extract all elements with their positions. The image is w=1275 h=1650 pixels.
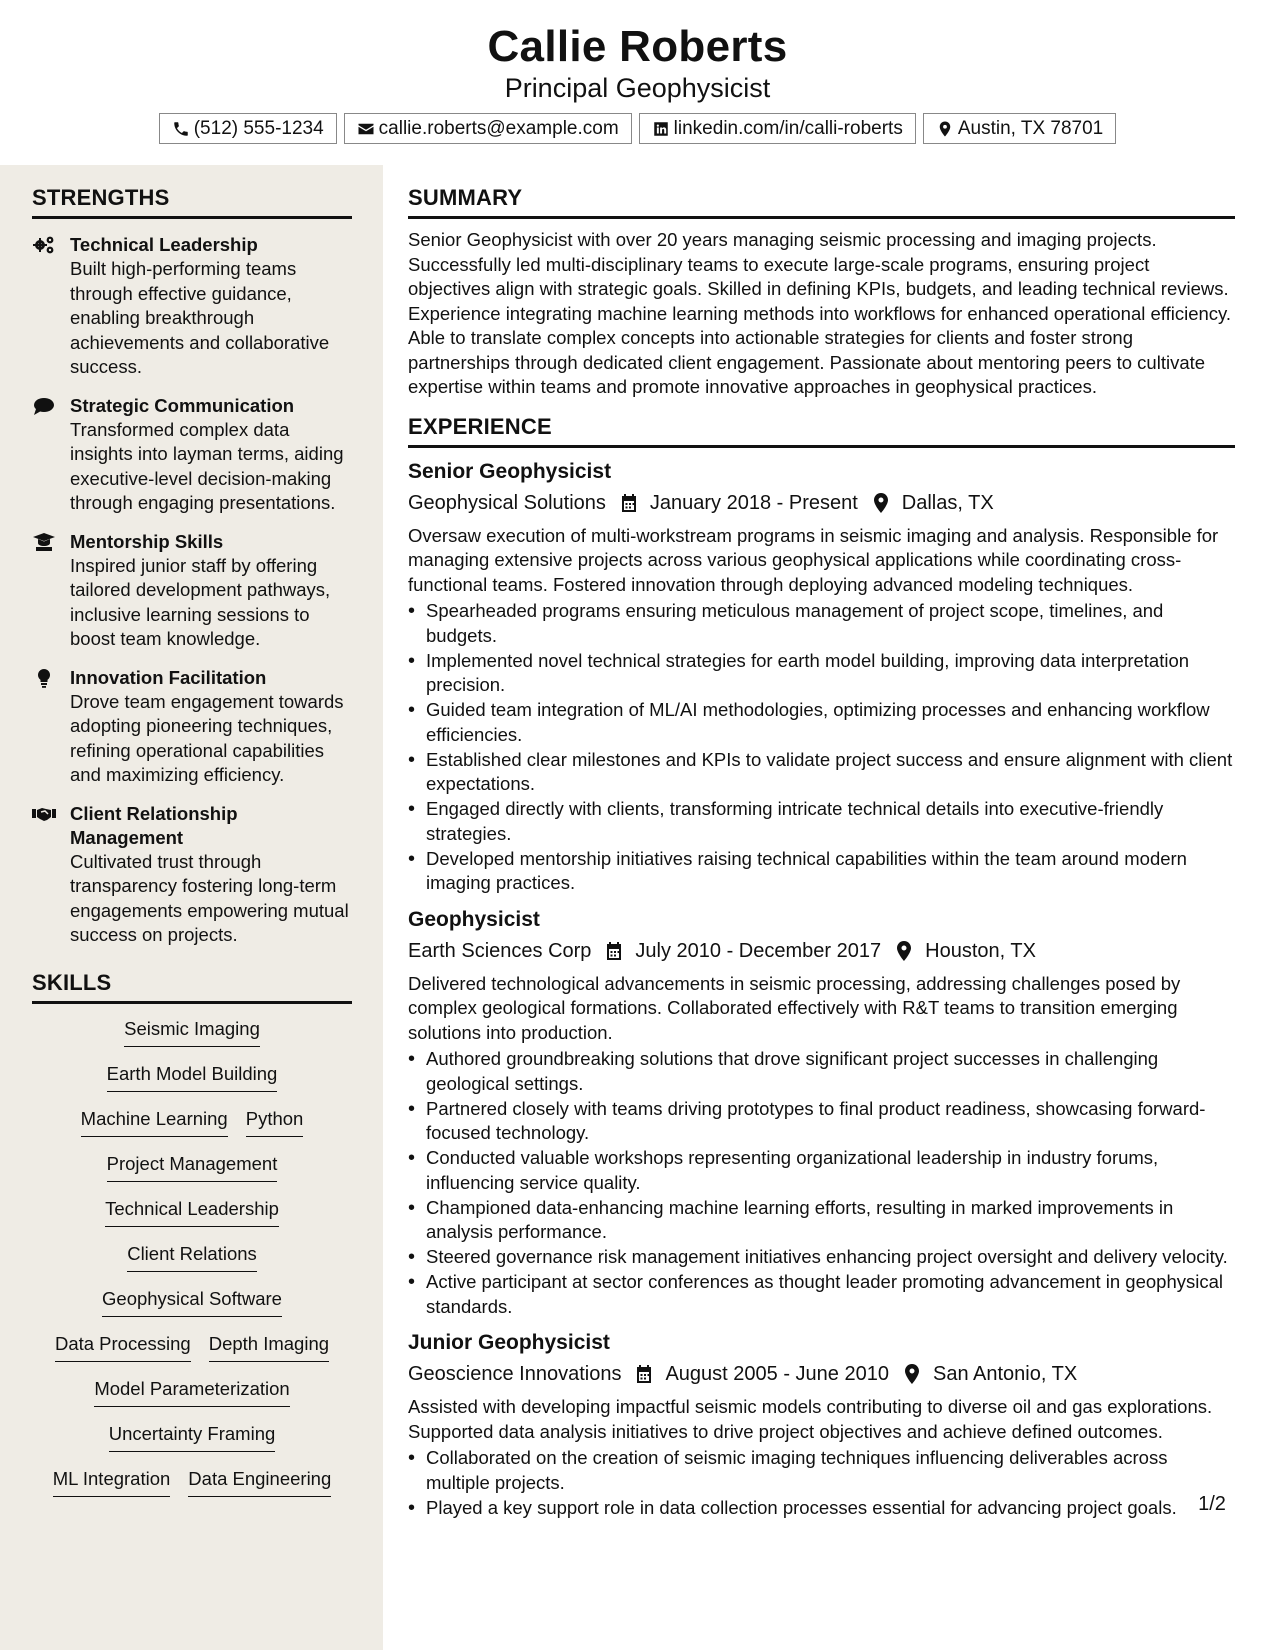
- bullet-item: • Steered governance risk management initiatives enhancing project oversight and delivery velocity.: [408, 1245, 1235, 1270]
- skill-tag: Earth Model Building: [107, 1061, 278, 1092]
- job-dates: August 2005 - June 2010: [665, 1363, 889, 1385]
- contact-location-text: Austin, TX 78701: [957, 117, 1104, 139]
- bullet-item: • Played a key support role in data collection processes essential for advancing project goals.: [408, 1496, 1235, 1521]
- job-meta: [408, 488, 1235, 518]
- strength-item: [32, 530, 352, 652]
- map-pin-icon: [872, 493, 890, 513]
- skill-tag: Depth Imaging: [209, 1331, 329, 1362]
- strength-desc: Built high-performing teams through effective guidance, enabling breakthrough achievements and collaborative success.: [70, 258, 330, 377]
- gears-icon: [32, 235, 56, 255]
- skill-row: [107, 1061, 278, 1106]
- skill-row: [109, 1421, 276, 1466]
- skill-tag: Model Parameterization: [94, 1376, 289, 1407]
- job-location: Dallas, TX: [901, 491, 994, 514]
- bullet-item: • Partnered closely with teams driving prototypes to final product readiness, showcasing forward-focused technology.: [408, 1097, 1235, 1146]
- skill-tag: Data Engineering: [188, 1466, 331, 1497]
- job-description: Delivered technological advancements in seismic processing, addressing challenges posed by complex geological formations. Collaborated effectively with R&T teams to transition emerging solutions into production.: [408, 972, 1181, 1043]
- strength-desc: Cultivated trust through transparency fostering long-term engagements empowering mutual success on projects.: [70, 850, 349, 945]
- calendar-icon: [605, 941, 623, 961]
- job-company: Earth Sciences Corp: [408, 939, 592, 962]
- envelope-icon: [357, 120, 375, 138]
- strength-desc: Inspired junior staff by offering tailored development pathways, inclusive learning sessions to boost team knowledge.: [70, 554, 331, 649]
- skill-tag: Data Processing: [55, 1331, 191, 1362]
- strength-title: Strategic Communication: [70, 394, 295, 416]
- skill-row: [55, 1331, 329, 1376]
- job-entry: [408, 458, 1235, 896]
- job-dates: July 2010 - December 2017: [635, 939, 882, 962]
- bullet-item: • Conducted valuable workshops representing organizational leadership in industry forums, influencing service quality.: [408, 1146, 1235, 1195]
- skill-tag: Machine Learning: [81, 1106, 228, 1137]
- skill-tag: Geophysical Software: [102, 1286, 282, 1317]
- strength-item: [32, 233, 352, 380]
- bullet-item: • Spearheaded programs ensuring meticulous management of project scope, timelines, and budgets.: [408, 599, 1235, 648]
- skill-row: [94, 1376, 289, 1421]
- main-content: [383, 165, 1275, 1650]
- contact-phone[interactable]: [159, 113, 337, 144]
- skill-tag: Project Management: [107, 1151, 278, 1182]
- job-location: San Antonio, TX: [932, 1363, 1078, 1385]
- job-dates: January 2018 - Present: [649, 491, 858, 514]
- contact-linkedin[interactable]: [639, 113, 916, 144]
- job-title: Junior Geophysicist: [408, 1331, 610, 1354]
- contact-email-text: callie.roberts@example.com: [378, 117, 619, 139]
- bullet-item: • Implemented novel technical strategies for earth model building, improving data interpretation precision.: [408, 649, 1235, 698]
- strength-item: [32, 394, 352, 516]
- calendar-icon: [635, 1364, 653, 1384]
- bullet-item: • Championed data-enhancing machine learning efforts, resulting in marked improvements in analysis performance.: [408, 1196, 1235, 1245]
- job-title: Geophysicist: [408, 907, 540, 931]
- job-meta: [408, 1359, 1235, 1389]
- linkedin-icon: [652, 120, 670, 138]
- bullet-item: • Collaborated on the creation of seismic imaging techniques influencing deliverables across multiple projects.: [408, 1446, 1235, 1495]
- contact-bar: [0, 113, 1275, 144]
- job-meta: [408, 936, 1235, 966]
- job-location: Houston, TX: [925, 939, 1036, 962]
- candidate-title: Principal Geophysicist: [504, 73, 771, 103]
- summary-text: Senior Geophysicist with over 20 years managing seismic processing and imaging projects. Successfully led multi-disciplinary teams to execute large-scale programs, ensuring project objectives align with strategic goals. Skilled in defining KPIs, budgets, and leading technical reviews. Experience integrating machine learning methods into workflows for enhanced operational efficiency. Able to translate complex concepts into actionable strategies for clients and foster strong partnerships through dedicated client engagement. Passionate about mentoring peers to cultivate expertise within teams and promote innovative approaches in geophysical practices.: [408, 229, 1232, 397]
- bullet-item: • Active participant at sector conferences as thought leader promoting advancement in geophysical standards.: [408, 1270, 1235, 1319]
- strength-desc: Transformed complex data insights into layman terms, aiding executive-level decision-making through engaging presentations.: [70, 418, 344, 513]
- skill-tag: Seismic Imaging: [124, 1016, 260, 1047]
- sidebar: [0, 165, 383, 1650]
- job-entry: [408, 906, 1235, 1320]
- phone-icon: [172, 120, 190, 138]
- bullet-item: • Developed mentorship initiatives raising technical capabilities within the team around modern imaging practices.: [408, 847, 1235, 896]
- skill-tag: Python: [246, 1106, 304, 1137]
- bullet-item: • Authored groundbreaking solutions that drove significant project successes in challenging geological settings.: [408, 1047, 1235, 1096]
- job-entry: [408, 1329, 1235, 1520]
- job-bullets: [408, 599, 1235, 896]
- skill-row: [81, 1106, 304, 1151]
- skills-heading: SKILLS: [32, 970, 352, 1004]
- strength-title: Innovation Facilitation: [70, 666, 267, 688]
- map-pin-icon: [895, 941, 913, 961]
- skill-row: [102, 1286, 282, 1331]
- strength-title: Technical Leadership: [70, 234, 258, 255]
- skill-tag: Client Relations: [127, 1241, 257, 1272]
- skill-row: [124, 1016, 260, 1061]
- skill-tag: Uncertainty Framing: [109, 1421, 276, 1452]
- strength-item: [32, 666, 352, 788]
- skill-tag: ML Integration: [53, 1466, 171, 1497]
- graduate-icon: [32, 532, 56, 552]
- bullet-item: • Established clear milestones and KPIs to validate project success and ensure alignment with client expectations.: [408, 748, 1235, 797]
- bullet-item: • Engaged directly with clients, transforming intricate technical details into executive-friendly strategies.: [408, 797, 1235, 846]
- job-description: Assisted with developing impactful seismic models contributing to diverse oil and gas explorations. Supported data analysis initiatives to drive project objectives and achieve defined outcomes.: [408, 1396, 1213, 1442]
- contact-location[interactable]: [923, 113, 1116, 144]
- summary-heading: SUMMARY: [408, 185, 1235, 219]
- resume-header: [0, 0, 1275, 165]
- lightbulb-icon: [32, 668, 56, 688]
- contact-email[interactable]: [344, 113, 632, 144]
- strength-title: Client Relationship Management: [70, 802, 238, 848]
- job-bullets: [408, 1047, 1235, 1319]
- experience-heading: EXPERIENCE: [408, 414, 1235, 448]
- contact-phone-text: (512) 555-1234: [193, 117, 324, 139]
- skill-row: [53, 1466, 332, 1511]
- map-pin-icon: [903, 1364, 921, 1384]
- handshake-icon: [32, 804, 56, 824]
- strength-desc: Drove team engagement towards adopting pioneering techniques, refining operational capabilities and maximizing efficiency.: [70, 690, 344, 785]
- skill-row: [105, 1196, 279, 1241]
- skill-row: [127, 1241, 257, 1286]
- calendar-icon: [620, 493, 638, 513]
- strengths-heading: STRENGTHS: [32, 185, 352, 219]
- skills-list: [32, 1016, 352, 1511]
- candidate-name: Callie Roberts: [487, 22, 788, 71]
- skill-row: [107, 1151, 278, 1196]
- page-number: 1/2: [1198, 1493, 1226, 1515]
- strength-title: Mentorship Skills: [70, 530, 224, 552]
- contact-linkedin-text: linkedin.com/in/calli-roberts: [673, 117, 903, 139]
- job-title: Senior Geophysicist: [408, 459, 612, 483]
- map-pin-icon: [936, 120, 954, 138]
- speech-bubble-icon: [32, 396, 56, 416]
- job-description: Oversaw execution of multi-workstream programs in seismic imaging and analysis. Responsible for managing extensive projects across various geophysical applications while coordinating cross-functional teams. Fostered innovation through deploying advanced modeling techniques.: [408, 524, 1219, 595]
- job-company: Geoscience Innovations: [408, 1363, 622, 1385]
- skill-tag: Technical Leadership: [105, 1196, 279, 1227]
- job-company: Geophysical Solutions: [408, 491, 606, 514]
- strength-item: [32, 802, 352, 948]
- bullet-item: • Guided team integration of ML/AI methodologies, optimizing processes and enhancing workflow efficiencies.: [408, 698, 1235, 747]
